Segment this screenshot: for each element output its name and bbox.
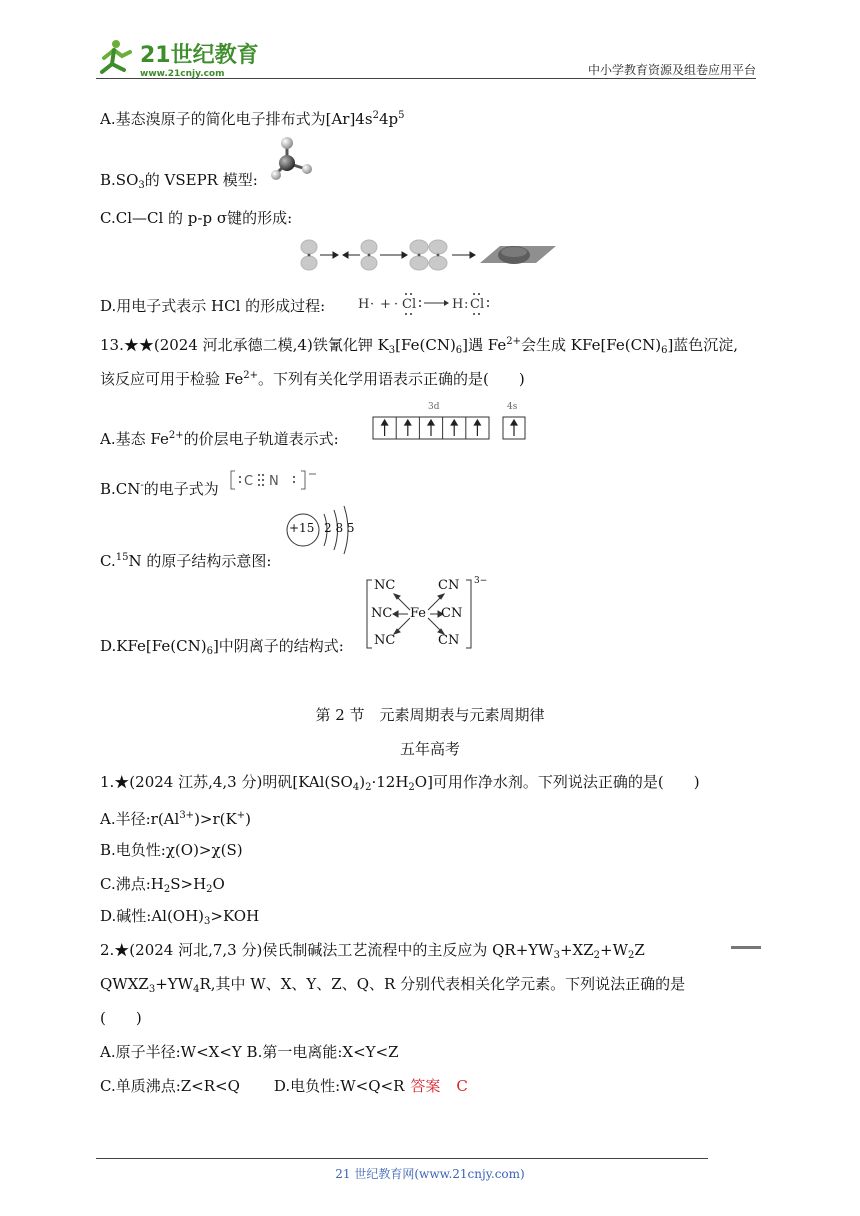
section-subtitle: 五年高考 xyxy=(399,740,460,758)
fe2-orbital-diagram xyxy=(372,400,528,444)
svg-text::: : xyxy=(464,297,469,312)
so3-vsepr-model-figure xyxy=(270,136,316,184)
svg-text:www.21cnjy.com: www.21cnjy.com xyxy=(140,69,225,79)
s2-stem-line1: 2.★(2024 河北,7,3 分)侯氏制碱法工艺流程中的主反应为 $QR+YW_3+XZ_2+W_2Z$ xyxy=(100,941,645,961)
hcl-formation-figure xyxy=(356,288,496,318)
ligand-nc-bottom: NC xyxy=(374,633,396,648)
svg-text:21世纪教育: 21世纪教育 xyxy=(140,43,259,68)
s1-stem: 1.★(2024 江苏,4,3 分)明矾$[KAl(SO_4)_2\cdot 12H_2O]$可用作净水剂。下列说法正确的是( ) xyxy=(100,773,700,793)
platform-name: 中小学教育资源及组卷应用平台 xyxy=(587,63,756,77)
nucleus-charge: +15 xyxy=(289,521,315,535)
svg-text:N: N xyxy=(269,474,279,489)
svg-text:+: + xyxy=(380,297,391,312)
label-3d: 3d xyxy=(428,402,440,412)
cn-electron-formula-figure xyxy=(229,467,319,493)
s2-stem-line2: $QWXZ_3+YW_4R$,其中 W、X、Y、Z、Q、R 分别代表相关化学元素。下列说法正确的是 xyxy=(100,975,686,995)
q13-stem-line2: 该反应可用于检验 $Fe^{2+}$。下列有关化学用语表示正确的是( ) xyxy=(100,370,525,388)
q12-option-c: C.Cl—Cl 的 p-p σ键的形成: xyxy=(100,209,293,227)
ligand-nc-top: NC xyxy=(374,578,396,593)
svg-text:H: H xyxy=(452,297,464,312)
svg-text:Cl: Cl xyxy=(402,297,417,312)
q12-option-d: D.用电子式表示 HCl 的形成过程: xyxy=(100,297,326,315)
q12-option-b: $B.SO_3$的 VSEPR 模型: xyxy=(100,171,258,191)
electron-shells: 2 8 5 xyxy=(324,521,355,535)
equilibrium-double-line xyxy=(731,946,761,949)
site-logo xyxy=(96,36,266,80)
n15-atomic-structure-figure xyxy=(284,504,364,562)
pp-sigma-bond-figure xyxy=(300,238,556,272)
svg-text:C: C xyxy=(244,474,254,489)
runner-icon xyxy=(102,40,130,72)
s1-option-d: D.碱性$:Al(OH)_3>KOH$ xyxy=(100,907,260,927)
footer-rule xyxy=(96,1158,708,1159)
ligand-cn-mid: CN xyxy=(441,606,463,621)
q13-stem-line1: 13.★★(2024 河北承德二模,4)铁氰化钾 $K_3[Fe(CN)_6]$遇 $Fe^{2+}$会生成 $KFe[Fe(CN)_6]$蓝色沉淀, xyxy=(100,336,739,356)
footer-text: 21 世纪教育网(www.21cnjy.com) xyxy=(335,1167,525,1181)
q13-option-d: $D.KFe[Fe(CN)_6]$中阴离子的结构式: xyxy=(100,637,344,657)
ion-charge: 3− xyxy=(474,576,488,586)
svg-text:·: · xyxy=(370,297,375,312)
q12-option-a: A.基态溴原子的简化电子排布式为$[Ar]4s^24p^5$ xyxy=(100,110,405,128)
ferricyanide-structure-figure xyxy=(366,576,496,652)
s2-options-ab: A.原子半径:W<X<Y B.第一电离能:X<Y<Z xyxy=(100,1043,399,1061)
section-title: 第 2 节 元素周期表与元素周期律 xyxy=(315,706,545,724)
ligand-cn-bottom: CN xyxy=(438,633,460,648)
ligand-cn-top: CN xyxy=(438,578,460,593)
answer-label: 答案 xyxy=(410,1077,441,1095)
header-rule xyxy=(96,78,756,79)
svg-text:·: · xyxy=(394,297,399,312)
central-fe: Fe xyxy=(410,606,427,621)
q13-option-a: A.基态 $Fe^{2+}$的价层电子轨道表示式: xyxy=(100,430,339,448)
label-4s: 4s xyxy=(507,402,518,412)
s1-option-c: C.沸点$:H_2S>H_2O$ xyxy=(100,875,225,895)
q13-option-b: B.CN-的电子式为 xyxy=(100,480,219,498)
svg-text:Cl: Cl xyxy=(470,297,485,312)
s1-option-b: B.电负性:χ(O)>χ(S) xyxy=(100,841,243,859)
ligand-nc-mid: NC xyxy=(371,606,393,621)
s1-option-a: A.半径$:r(Al^{3+})>r(K^+)$ xyxy=(100,810,251,828)
q13-option-c: C.$^{15}$N 的原子结构示意图: xyxy=(100,552,272,570)
svg-text:H: H xyxy=(358,297,370,312)
s2-options-cd: C.单质沸点:Z<R<Q D.电负性:W<Q<R 答案 C xyxy=(100,1077,468,1095)
answer-value: C xyxy=(456,1077,468,1095)
s2-stem-line3: ( ) xyxy=(100,1009,142,1027)
